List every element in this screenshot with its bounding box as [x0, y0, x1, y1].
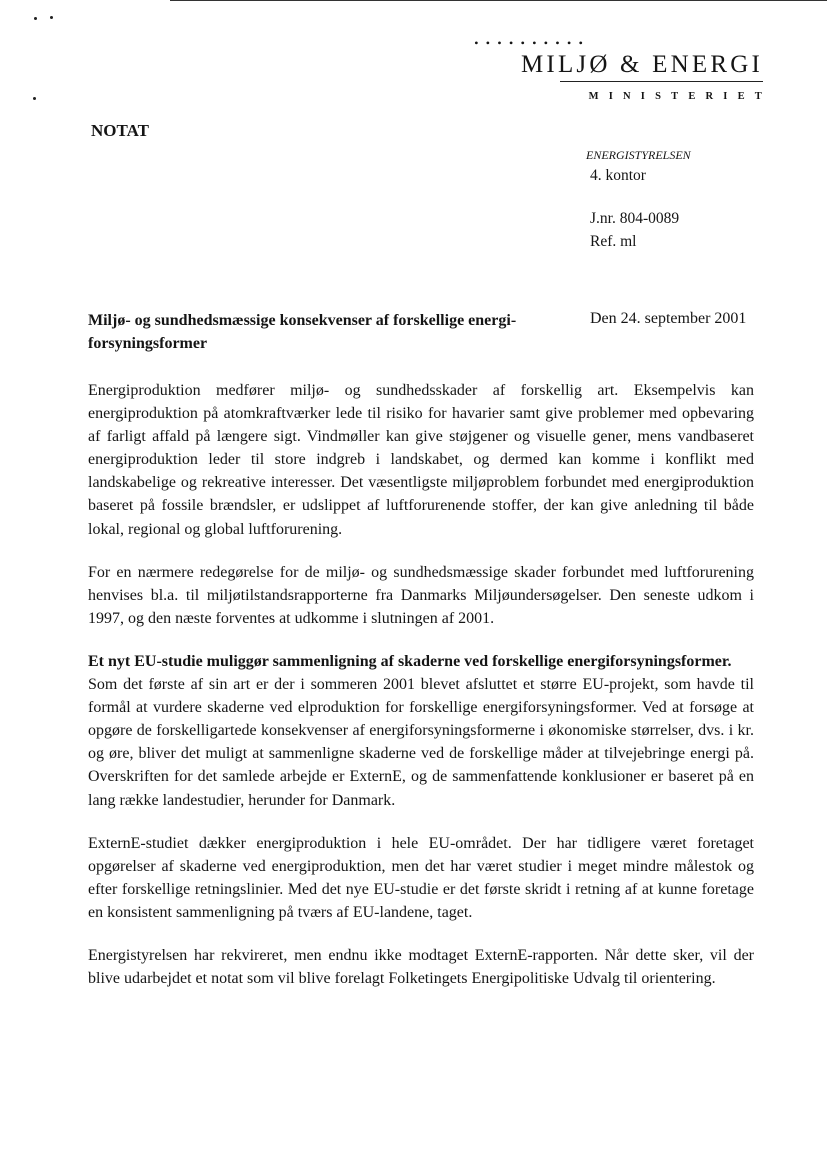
logo-title: MILJØ & ENERGI — [520, 51, 763, 78]
office-name: 4. kontor — [590, 167, 646, 184]
document-type: NOTAT — [91, 121, 149, 140]
scan-speck — [50, 16, 53, 19]
journal-number: J.nr. 804-0089 — [590, 210, 680, 227]
logo-dots: • • • • • • • • • • — [474, 36, 585, 50]
scan-edge-line — [170, 0, 827, 1]
logo-subtitle: MINISTERIET — [588, 91, 772, 102]
department-name: ENERGISTYRELSEN — [586, 148, 691, 162]
document-body — [88, 379, 754, 1010]
paragraph: ExternE-studiet dækker energiproduktion i hele EU-området. Der har tidligere været foretaget opgørelser af skaderne ved energiproduktion, men det har været studier i meget mindre målestok og efter forskellige retningslinier. Med det nye EU-studie er det første skridt i retning af at kunne foretage en konsistent sammenligning på tværs af EU-landene, taget. — [88, 834, 754, 921]
paragraph: Som det første af sin art er der i sommeren 2001 blevet afsluttet et større EU-projekt, som havde til formål at vurdere skaderne ved elproduktion for forskellige energiforsyningsformer. Ved at forsøge at opgøre de forskelligartede konsekvenser af energiforsyningsformerne i økonomiske størrelser, dvs. i kr. og øre, bliver det muligt at sammenligne skaderne ved de forskellige måder at tilvejebringe energi på. Overskriften for det samlede arbejde er ExternE, og de sammenfattende konklusioner er baseret på en lang række landestudier, herunder for Danmark. — [88, 676, 754, 809]
paragraph: Energistyrelsen har rekvireret, men endnu ikke modtaget ExternE-rapporten. Når dette sker, vil der blive udarbejdet et notat som vil blive forelagt Folketingets Energipolitiske Udvalg til orientering. — [88, 946, 754, 988]
paragraph: For en nærmere redegørelse for de miljø- og sundhedsmæssige skader forbundet med luftforurening henvises bl.a. til miljøtilstandsrapporterne fra Danmarks Miljøundersøgelser. Den seneste udkom i 1997, og den næste forventes at udkomme i slutningen af 2001. — [88, 563, 754, 627]
subject-heading: Miljø- og sundhedsmæssige konsekvenser af forskellige energi-forsyningsformer — [88, 312, 517, 352]
document-date: Den 24. september 2001 — [590, 310, 747, 327]
scan-speck — [33, 97, 36, 100]
meta-spacer — [586, 187, 691, 207]
document-meta — [586, 146, 691, 253]
scan-speck — [34, 17, 37, 20]
reference: Ref. ml — [590, 233, 637, 250]
logo-rule — [560, 81, 763, 82]
section-heading: Et nyt EU-studie muliggør sammenligning af skaderne ved forskellige energiforsyningsformer. — [88, 652, 732, 670]
ministry-logo — [474, 36, 772, 104]
paragraph: Energiproduktion medfører miljø- og sundhedsskader af forskellig art. Eksempelvis kan energiproduktion på atomkraftværker lede til risiko for havarier samt give problemer med opbevaring af farligt affald på længere sigt. Vindmøller kan give støjgener og visuelle gener, mens vandbaseret energiproduktion leder til store indgreb i landskabet, og dermed kan komme i konflikt med landskabelige og rekreative interesser. Det væsentligste miljøproblem forbundet med energiproduktion baseret på fossile brændsler, er udslippet af luftforurenende stoffer, der kan give anledning til både lokal, regional og global luftforurening. — [88, 382, 754, 538]
